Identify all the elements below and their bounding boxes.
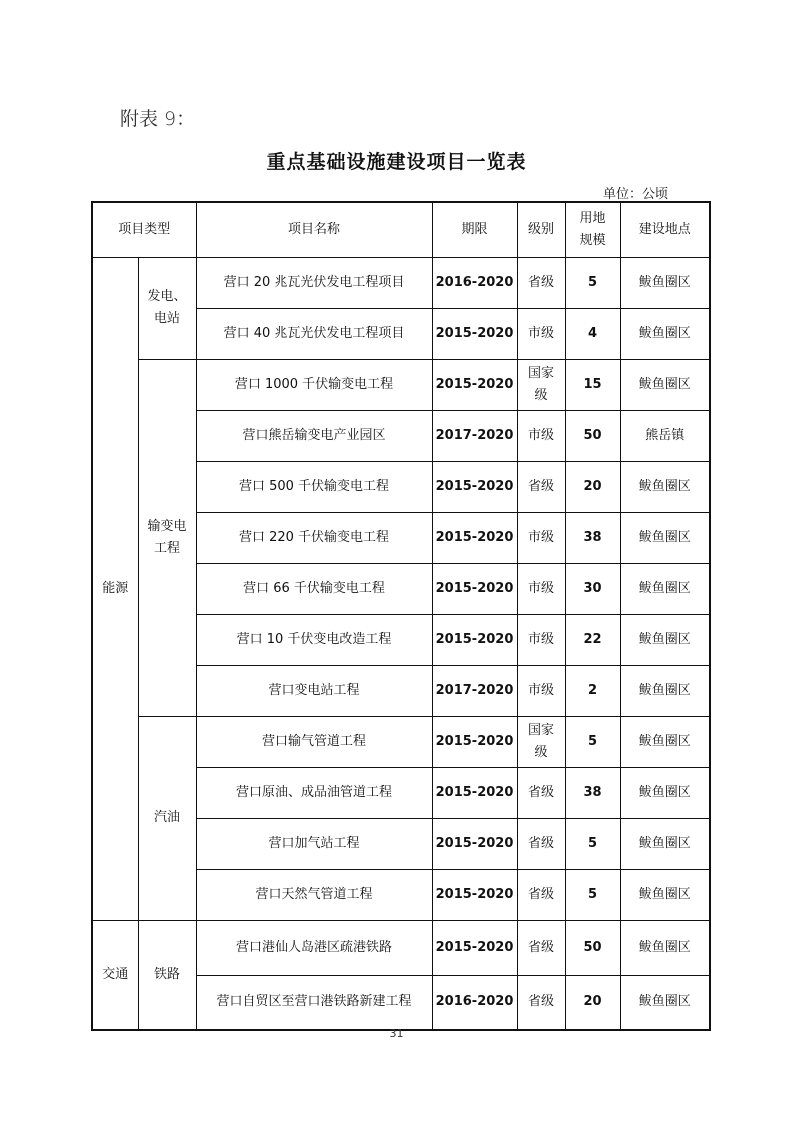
project-name: 营口原油、成品油管道工程 — [196, 767, 432, 818]
unit-label: 单位：公顷 — [603, 187, 669, 202]
subgroup-gas: 汽油 — [138, 716, 196, 920]
appendix-label: 附表 9： — [120, 108, 196, 130]
table-row — [92, 359, 710, 410]
project-area: 5 — [565, 257, 620, 308]
project-location: 鲅鱼圈区 — [620, 359, 710, 410]
project-name: 营口自贸区至营口港铁路新建工程 — [196, 975, 432, 1030]
project-area: 22 — [565, 614, 620, 665]
project-location: 鲅鱼圈区 — [620, 308, 710, 359]
project-location: 鲅鱼圈区 — [620, 869, 710, 920]
project-location: 鲅鱼圈区 — [620, 716, 710, 767]
project-period: 2015-2020 — [432, 461, 517, 512]
project-level: 省级 — [517, 461, 565, 512]
group-transport: 交通 — [92, 920, 138, 1030]
project-location: 鲅鱼圈区 — [620, 767, 710, 818]
project-area: 50 — [565, 410, 620, 461]
project-period: 2015-2020 — [432, 767, 517, 818]
project-period: 2016-2020 — [432, 257, 517, 308]
project-name: 营口 500 千伏输变电工程 — [196, 461, 432, 512]
project-period: 2015-2020 — [432, 308, 517, 359]
project-level: 市级 — [517, 308, 565, 359]
page-number: 31 — [389, 1027, 404, 1040]
project-name: 营口熊岳输变电产业园区 — [196, 410, 432, 461]
project-area: 38 — [565, 767, 620, 818]
project-location: 鲅鱼圈区 — [620, 975, 710, 1030]
project-name: 营口 40 兆瓦光伏发电工程项目 — [196, 308, 432, 359]
project-area: 5 — [565, 818, 620, 869]
project-period: 2017-2020 — [432, 665, 517, 716]
project-area: 30 — [565, 563, 620, 614]
project-location: 鲅鱼圈区 — [620, 665, 710, 716]
project-level: 省级 — [517, 869, 565, 920]
project-area: 20 — [565, 461, 620, 512]
project-level: 省级 — [517, 257, 565, 308]
table-header-row — [92, 202, 710, 257]
project-location: 鲅鱼圈区 — [620, 614, 710, 665]
table-row — [92, 716, 710, 767]
project-level: 市级 — [517, 563, 565, 614]
header-location: 建设地点 — [620, 202, 710, 257]
project-name: 营口加气站工程 — [196, 818, 432, 869]
project-name: 营口 66 千伏输变电工程 — [196, 563, 432, 614]
project-name: 营口 1000 千伏输变电工程 — [196, 359, 432, 410]
header-name: 项目名称 — [196, 202, 432, 257]
group-energy: 能源 — [92, 257, 138, 920]
project-name: 营口变电站工程 — [196, 665, 432, 716]
project-period: 2015-2020 — [432, 359, 517, 410]
project-level: 国家级 — [517, 716, 565, 767]
project-area: 5 — [565, 716, 620, 767]
project-name: 营口 10 千伏变电改造工程 — [196, 614, 432, 665]
project-area: 2 — [565, 665, 620, 716]
project-period: 2015-2020 — [432, 920, 517, 975]
project-level: 省级 — [517, 920, 565, 975]
project-name: 营口 20 兆瓦光伏发电工程项目 — [196, 257, 432, 308]
project-location: 鲅鱼圈区 — [620, 257, 710, 308]
project-period: 2015-2020 — [432, 563, 517, 614]
subgroup-railway: 铁路 — [138, 920, 196, 1030]
header-period: 期限 — [432, 202, 517, 257]
project-period: 2015-2020 — [432, 716, 517, 767]
table-row — [92, 920, 710, 975]
subgroup-transmission: 输变电工程 — [138, 359, 196, 716]
project-level: 省级 — [517, 975, 565, 1030]
project-location: 鲅鱼圈区 — [620, 461, 710, 512]
project-area: 15 — [565, 359, 620, 410]
subgroup-power: 发电、电站 — [138, 257, 196, 359]
project-period: 2015-2020 — [432, 614, 517, 665]
projects-table — [91, 201, 711, 1031]
project-period: 2017-2020 — [432, 410, 517, 461]
project-period: 2015-2020 — [432, 512, 517, 563]
project-name: 营口天然气管道工程 — [196, 869, 432, 920]
project-level: 市级 — [517, 665, 565, 716]
project-level: 市级 — [517, 410, 565, 461]
project-level: 省级 — [517, 767, 565, 818]
project-level: 国家级 — [517, 359, 565, 410]
project-area: 38 — [565, 512, 620, 563]
project-level: 省级 — [517, 818, 565, 869]
project-location: 鲅鱼圈区 — [620, 563, 710, 614]
project-area: 5 — [565, 869, 620, 920]
project-period: 2016-2020 — [432, 975, 517, 1030]
page-title: 重点基础设施建设项目一览表 — [266, 151, 527, 173]
project-location: 鲅鱼圈区 — [620, 512, 710, 563]
project-level: 市级 — [517, 512, 565, 563]
project-area: 20 — [565, 975, 620, 1030]
project-level: 市级 — [517, 614, 565, 665]
project-name: 营口港仙人岛港区疏港铁路 — [196, 920, 432, 975]
header-area: 用地规模 — [565, 202, 620, 257]
project-period: 2015-2020 — [432, 869, 517, 920]
project-location: 熊岳镇 — [620, 410, 710, 461]
project-area: 50 — [565, 920, 620, 975]
project-period: 2015-2020 — [432, 818, 517, 869]
header-level: 级别 — [517, 202, 565, 257]
table-row — [92, 257, 710, 308]
project-location: 鲅鱼圈区 — [620, 818, 710, 869]
project-name: 营口输气管道工程 — [196, 716, 432, 767]
project-area: 4 — [565, 308, 620, 359]
project-location: 鲅鱼圈区 — [620, 920, 710, 975]
project-name: 营口 220 千伏输变电工程 — [196, 512, 432, 563]
header-type: 项目类型 — [92, 202, 196, 257]
